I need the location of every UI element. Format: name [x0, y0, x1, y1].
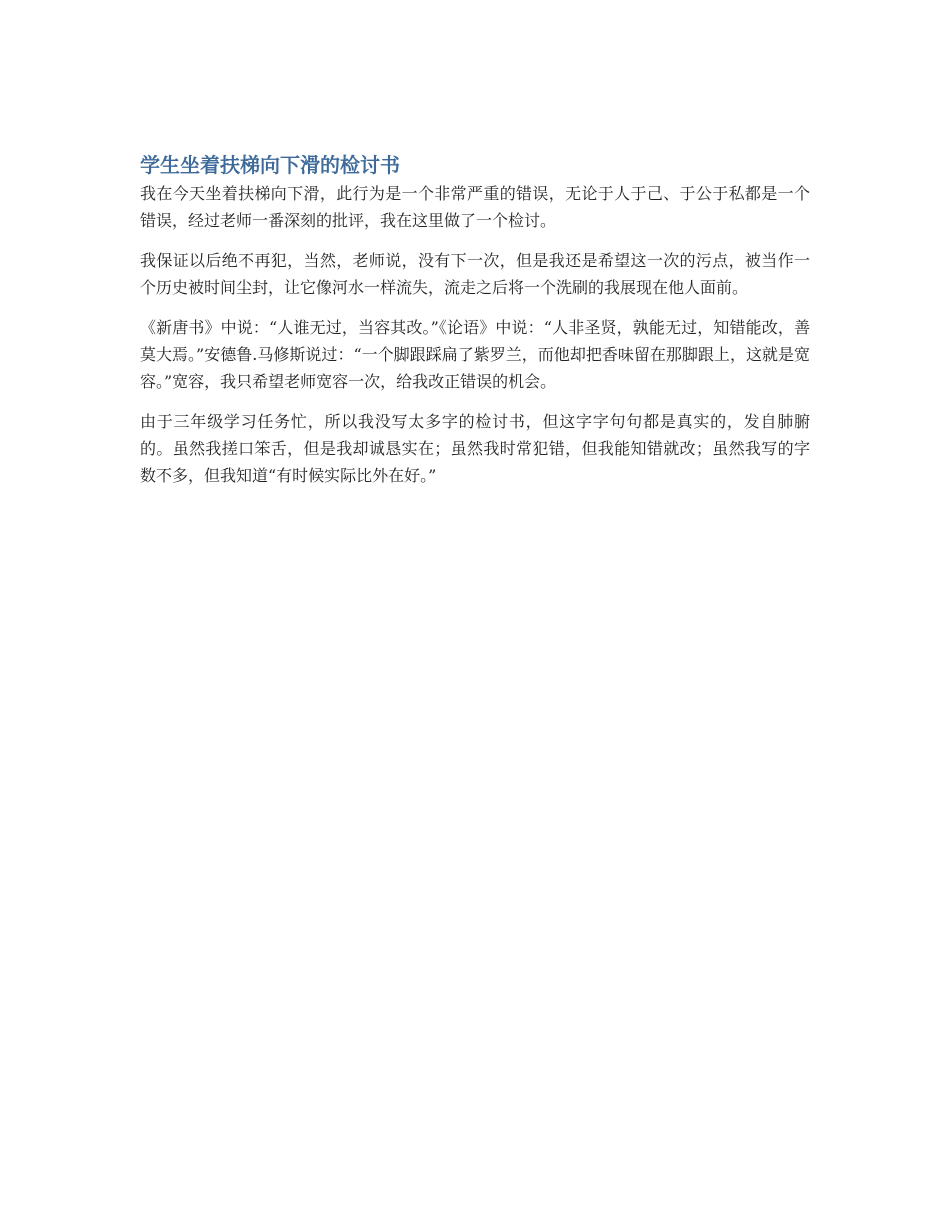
paragraph-2: 我保证以后绝不再犯，当然，老师说，没有下一次，但是我还是希望这一次的污点，被当作一个历史被时间尘封，让它像河水一样流失，流走之后将一个洗刷的我展现在他人面前。	[140, 251, 810, 297]
document-title: 学生坐着扶梯向下滑的检讨书	[140, 153, 400, 177]
paragraph-3: 《新唐书》中说：“人谁无过，当容其改。”《论语》中说：“人非圣贤，孰能无过，知错能改，善莫大焉。”安德鲁.马修斯说过：“一个脚跟踩扁了紫罗兰，而他却把香味留在那脚跟上，这就是宽容。”宽容，我只希望老师宽容一次，给我改正错误的机会。	[140, 318, 810, 391]
paragraph-4: 由于三年级学习任务忙，所以我没写太多字的检讨书，但这字字句句都是真实的，发自肺腑的。虽然我搓口笨舌，但是我却诚恳实在；虽然我时常犯错，但我能知错就改；虽然我写的字数不多，但我知道“有时候实际比外在好。”	[140, 412, 810, 485]
paragraph-1: 我在今天坐着扶梯向下滑，此行为是一个非常严重的错误，无论于人于己、于公于私都是一个错误，经过老师一番深刻的批评，我在这里做了一个检讨。	[140, 184, 810, 230]
document-body	[140, 150, 810, 502]
